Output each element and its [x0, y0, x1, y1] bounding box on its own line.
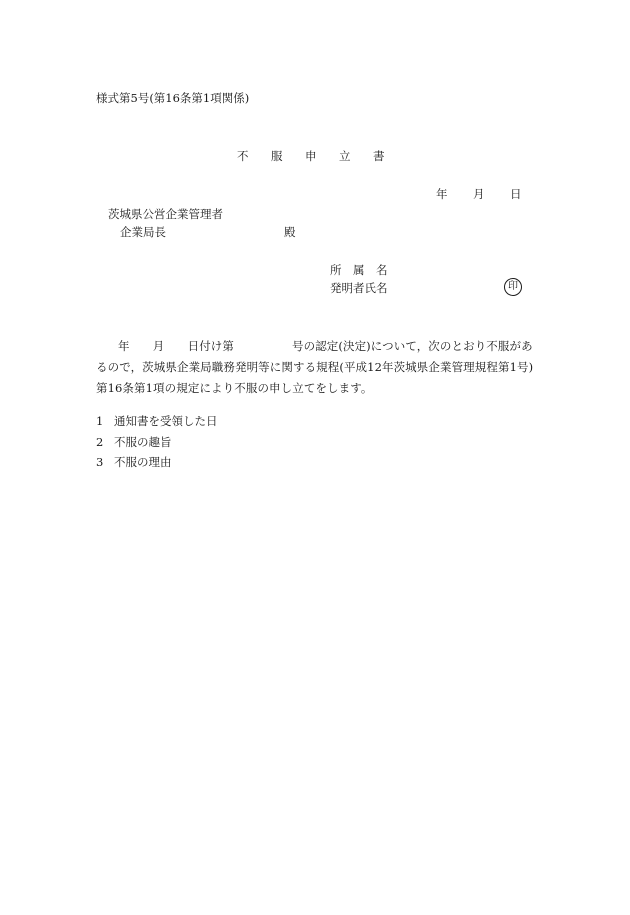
item-text: 不服の理由: [114, 455, 172, 469]
list-item: [96, 411, 218, 432]
date-day: 日: [510, 187, 522, 201]
title-char: 書: [373, 149, 385, 163]
body-text: 年 月 日付け第 号の認定(決定)について，次のとおり不服があるので，茨城県企業局職務発明等に関する規程(平成12年茨城県企業管理規程第1号)第16条第1項の規定により不服の申し立てをします。: [96, 339, 534, 395]
item-number: 2: [96, 434, 104, 449]
title-char: 服: [271, 149, 283, 163]
date-month: 月: [473, 187, 485, 201]
item-number: 1: [96, 414, 104, 428]
body-paragraph: [96, 336, 536, 399]
item-number: 3: [96, 455, 104, 469]
seal-mark: 印: [504, 278, 522, 296]
addressee-honorific: 殿: [284, 225, 296, 239]
addressee-line2: 企業局長: [120, 225, 166, 239]
list-item: [96, 452, 218, 473]
title-char: 申: [305, 149, 317, 163]
title-char: 不: [237, 149, 249, 163]
item-text: 通知書を受領した日: [114, 414, 218, 428]
form-number: 様式第5号(第16条第1項関係): [96, 91, 250, 105]
date-year: 年: [436, 187, 448, 201]
item-list: [96, 411, 218, 473]
title-char: 立: [339, 149, 351, 163]
list-item: [96, 432, 218, 453]
item-text: 不服の趣旨: [114, 434, 172, 449]
affiliation-label: 所 属 名: [330, 263, 388, 277]
document-title: [237, 148, 385, 164]
date-line: [436, 186, 522, 202]
addressee-line1: 茨城県公営企業管理者: [108, 207, 223, 221]
inventor-name-label: 発明者氏名: [330, 281, 388, 295]
